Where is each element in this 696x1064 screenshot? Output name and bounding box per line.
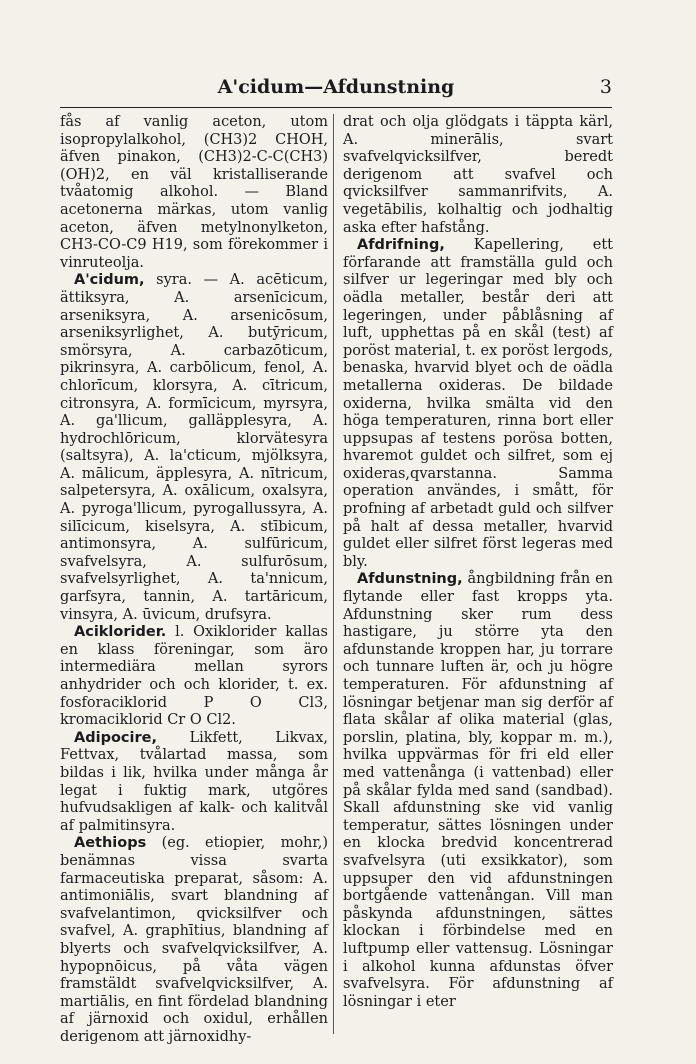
entry-acidum: A'cidum, syra. — A. acēticum, ättiksyra, A. arsenīcicum, arseniksyra, A. arsenicōsum, arseniksyrlighet, A. butȳricum, smörsyra, A. carbazōticum, pikrinsyra, A. carbōlicum, fenol, A. chlorīcum, klorsyra, A. cītricum, citronsyra, A. formīcicum, myrsyra, A. ga'llicum, galläpplesyra, A. hydrochlōricum, klorvätesyra (saltsyra), A. la'cticum, mjölksyra, A. mālicum, äpplesyra, A. nītricum, salpetersyra, A. oxālicum, oxalsyra, A. pyroga'llicum, pyrogallussyra, A. silīcicum, kiselsyra, A. stībicum, antimonsyra, A. sulfūricum, svafvelsyra, A. sulfurōsum, svafvelsyrlighet, A. ta'nnicum, garfsyra, tannin, A. tartāricum, vinsyra, A. ūvicum, drufsyra.	[60, 272, 328, 623]
entry-headword: Aethiops	[74, 835, 147, 852]
entry-adipocire: Adipocire, Likfett, Likvax, Fettvax, tvålartad massa, som bildas i lik, hvilka under många år legat i fuktig mark, utgöres hufvudsakligen af kalk- och kalitvål af palmitinsyra.	[60, 729, 328, 834]
entry-afdunstning: Afdunstning, ångbildning från en flytande eller fast kropps yta. Afdunstning sker rum dess hastigare, ju större yta den afdunstande kroppen har, ju torrare och tunnare luften är, och ju högre temperaturen. För afdunstning af lösningar betjenar man sig derför af flata skålar af olika material (glas, porslin, platina, bly, koppar m. m.), hvilka uppvärmas för fri eld eller med vattenånga (i vattenbad) eller på skålar fylda med sand (sandbad). Skall afdunstning ske vid vanlig temperatur, sättes lösningen under en klocka bredvid koncentrerad svafvelsyra (uti exsikkator), som uppsuper den vid afdunstningen bortgående vattenångan. Vill man påskynda afdunstningen, sättes klockan i förbindelse med en luftpump eller vattensug. Lösningar i alkohol kunna afdunstas öfver svafvelsyra. För afdunstning af lösningar i eter	[343, 571, 613, 1010]
entry-aciklorider: Aciklorider. l. Oxiklorider kallas en klass föreningar, som äro intermediära mellan syrors anhydrider och och klorider, t. ex. fosforaciklorid P O Cl3, kromaciklorid Cr O Cl2.	[60, 624, 328, 729]
column-divider	[333, 114, 334, 1034]
entry-continuation: drat och olja glödgats i täppta kärl, A. minerālis, svart svafvelqvicksilfver, beredt derigenom att svafvel och qvicksilfver sammanrifvits, A. vegetābilis, kolhaltig och jodhaltig aska efter hafstång.	[343, 114, 613, 236]
right-column	[343, 114, 613, 1036]
entry-aethiops: Aethiops (eg. etiopier, mohr,) benämnas vissa svarta farmaceutiska preparat, såsom: A. antimoniālis, svart blandning af svafvelantimon, qvicksilfver och svafvel, A. graphītius, blandning af blyerts och svafvelqvicksilfver, A. hypopnōicus, på våta vägen framstäldt svafvelqvicksilfver, A. martiālis, en fint fördelad blandning af järnoxid och oxidul, erhållen derigenom att järnoxidhy-	[60, 835, 328, 1045]
page-header	[60, 74, 612, 104]
entry-headword: Afdunstning,	[357, 571, 463, 588]
entry-continuation: fås af vanlig aceton, utom isopropylalkohol, (CH3)2 CHOH, äfven pinakon, (CH3)2-C-C(CH3)(OH)2, en väl kristalliserande tvåatomig alkohol. — Bland acetonerna märkas, utom vanlig aceton, äfven metylnonylketon, CH3-CO-C9 H19, som förekommer i vinruteolja.	[60, 114, 328, 271]
entry-headword: Aciklorider.	[74, 624, 167, 641]
left-column	[60, 114, 328, 1045]
running-title: A'cidum—Afdunstning	[217, 76, 455, 98]
page-number: 3	[599, 76, 612, 98]
entry-headword: Adipocire,	[74, 729, 157, 746]
entry-headword: Afdrifning,	[357, 237, 445, 254]
entry-afdrifning: Afdrifning, Kapellering, ett förfarande att framställa guld och silfver ur legeringar med bly och oädla metaller, består deri att legeringen, under påblåsning af luft, upphettas på en skål (test) af poröst material, t. ex poröst lergods, benaska, hvarvid blyet och de oädla metallerna oxideras. De bildade oxiderna, hvilka smälta vid den höga temperaturen, rinna bort eller uppsupas af testens porösa botten, hvaremot guldet och silfret, som ej oxideras,qvarstanna. Samma operation användes, i smått, för profning af arbetadt guld och silfver på halt af dessa metaller, hvarvid guldet eller silfret först legeras med bly.	[343, 237, 613, 570]
entry-headword: A'cidum,	[74, 272, 145, 289]
header-rule	[60, 107, 612, 108]
